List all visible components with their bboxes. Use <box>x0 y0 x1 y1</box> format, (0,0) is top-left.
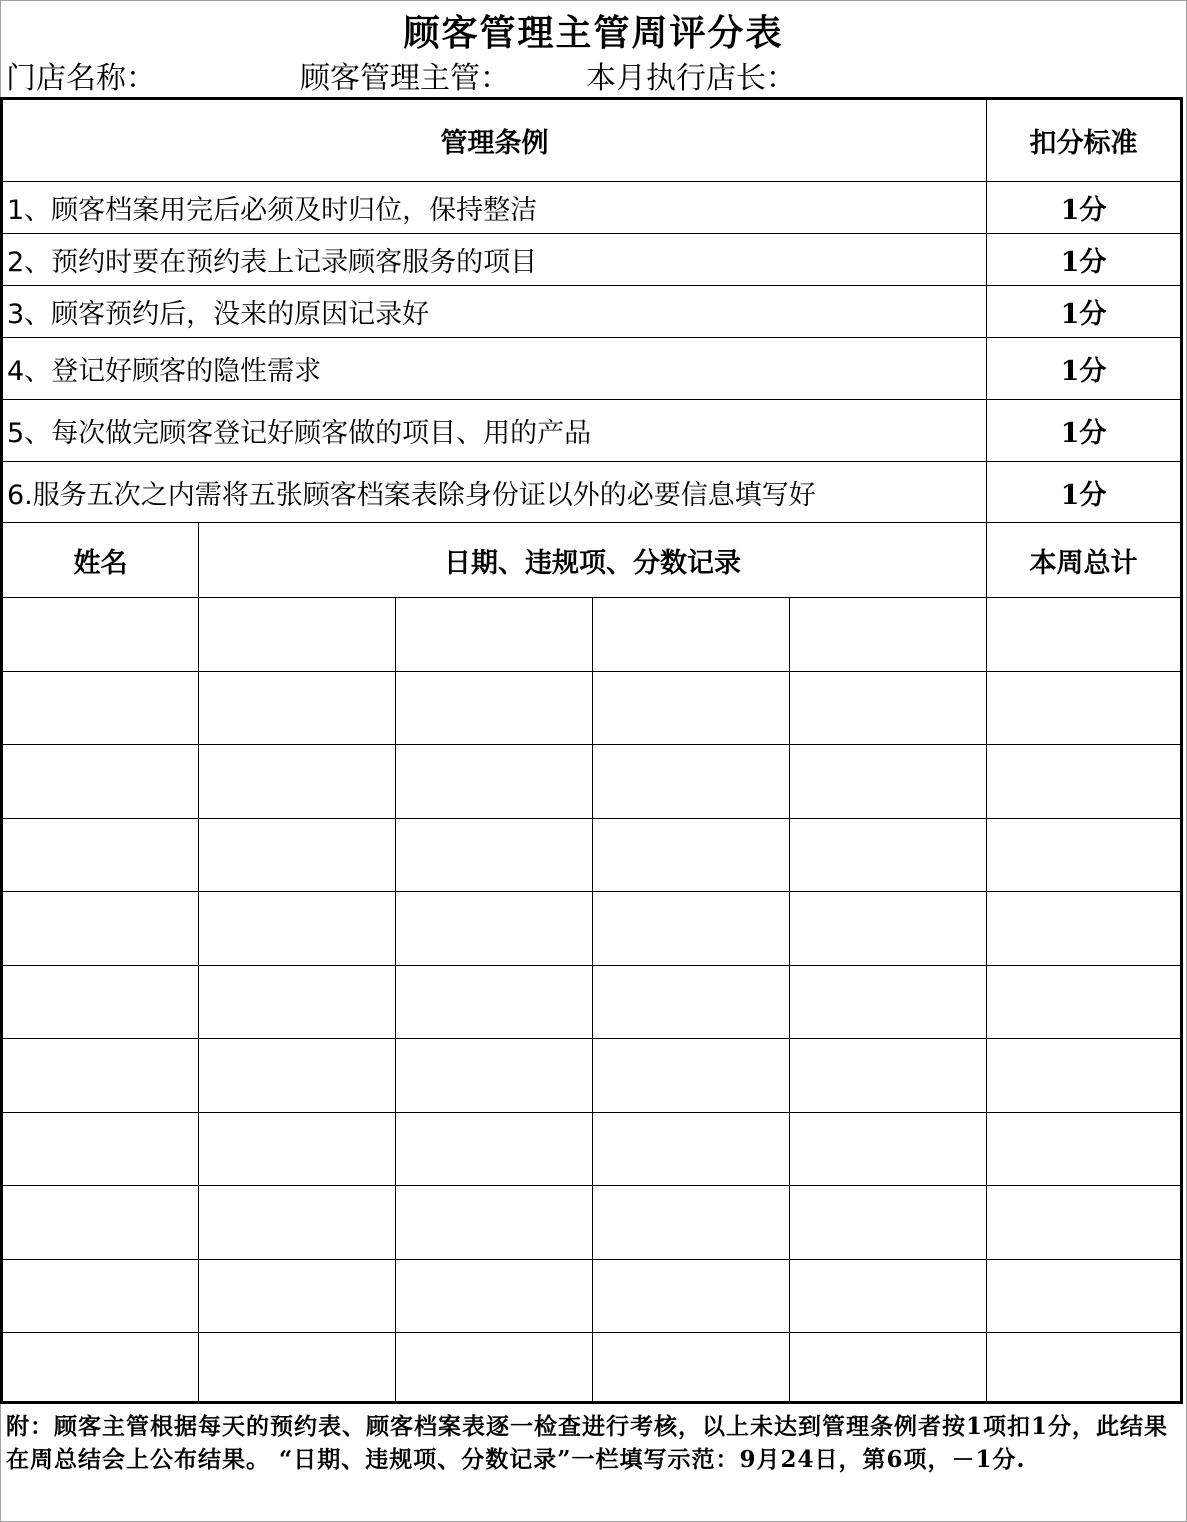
record-cell[interactable] <box>2 598 199 672</box>
record-header: 日期、违规项、分数记录 <box>199 523 987 598</box>
rule-points: 1分 <box>987 338 1182 400</box>
record-cell[interactable] <box>790 1112 987 1186</box>
rule-row <box>2 234 1182 286</box>
record-cell[interactable] <box>593 965 790 1039</box>
record-cell[interactable] <box>790 818 987 892</box>
record-cell[interactable] <box>790 1186 987 1260</box>
record-row <box>2 745 1182 819</box>
record-cell[interactable] <box>396 1039 593 1113</box>
record-cell[interactable] <box>790 892 987 966</box>
record-cell[interactable] <box>396 892 593 966</box>
record-cell[interactable] <box>593 1333 790 1403</box>
record-cell[interactable] <box>199 818 396 892</box>
record-cell[interactable] <box>593 818 790 892</box>
record-cell[interactable] <box>2 671 199 745</box>
record-cell[interactable] <box>593 598 790 672</box>
record-cell[interactable] <box>2 1039 199 1113</box>
record-cell[interactable] <box>199 598 396 672</box>
record-cell[interactable] <box>199 1186 396 1260</box>
record-cell[interactable] <box>987 671 1182 745</box>
record-cell[interactable] <box>2 1112 199 1186</box>
record-cell[interactable] <box>593 671 790 745</box>
name-header: 姓名 <box>2 523 199 598</box>
record-cell[interactable] <box>199 1039 396 1113</box>
total-header: 本周总计 <box>987 523 1182 598</box>
record-cell[interactable] <box>396 1333 593 1403</box>
record-cell[interactable] <box>396 745 593 819</box>
record-cell[interactable] <box>790 1039 987 1113</box>
record-row <box>2 1039 1182 1113</box>
rule-row <box>2 182 1182 234</box>
rule-points: 1分 <box>987 182 1182 234</box>
rule-text: 5、每次做完顾客登记好顾客做的项目、用的产品 <box>2 400 987 462</box>
record-cell[interactable] <box>593 745 790 819</box>
record-cell[interactable] <box>593 1039 790 1113</box>
rules-header-row <box>2 99 1182 182</box>
rule-text: 6.服务五次之内需将五张顾客档案表除身份证以外的必要信息填写好 <box>2 462 987 523</box>
record-row <box>2 598 1182 672</box>
record-cell[interactable] <box>987 1259 1182 1333</box>
clause-header: 管理条例 <box>2 99 987 182</box>
record-cell[interactable] <box>790 1259 987 1333</box>
record-row <box>2 1186 1182 1260</box>
rule-points: 1分 <box>987 286 1182 338</box>
rule-points: 1分 <box>987 462 1182 523</box>
rule-row <box>2 286 1182 338</box>
record-cell[interactable] <box>396 1186 593 1260</box>
record-cell[interactable] <box>987 598 1182 672</box>
record-cell[interactable] <box>199 1112 396 1186</box>
record-cell[interactable] <box>199 892 396 966</box>
record-cell[interactable] <box>2 1333 199 1403</box>
record-cell[interactable] <box>987 1186 1182 1260</box>
score-table <box>0 97 1183 1404</box>
record-cell[interactable] <box>987 745 1182 819</box>
record-cell[interactable] <box>396 1259 593 1333</box>
record-cell[interactable] <box>593 1112 790 1186</box>
record-cell[interactable] <box>199 1333 396 1403</box>
record-row <box>2 1259 1182 1333</box>
record-cell[interactable] <box>199 965 396 1039</box>
record-cell[interactable] <box>396 671 593 745</box>
record-cell[interactable] <box>593 1259 790 1333</box>
record-cell[interactable] <box>593 1186 790 1260</box>
record-row <box>2 1112 1182 1186</box>
record-cell[interactable] <box>987 1112 1182 1186</box>
record-cell[interactable] <box>396 965 593 1039</box>
record-cell[interactable] <box>199 1259 396 1333</box>
record-row <box>2 1333 1182 1403</box>
rule-text: 4、登记好顾客的隐性需求 <box>2 338 987 400</box>
record-cell[interactable] <box>396 1112 593 1186</box>
record-cell[interactable] <box>2 1186 199 1260</box>
rule-text: 1、顾客档案用完后必须及时归位，保持整洁 <box>2 182 987 234</box>
record-cell[interactable] <box>790 1333 987 1403</box>
rule-text: 3、顾客预约后，没来的原因记录好 <box>2 286 987 338</box>
rule-row <box>2 338 1182 400</box>
record-cell[interactable] <box>2 892 199 966</box>
record-rows <box>2 598 1182 1403</box>
rule-points: 1分 <box>987 234 1182 286</box>
record-row <box>2 965 1182 1039</box>
record-row <box>2 892 1182 966</box>
record-cell[interactable] <box>790 671 987 745</box>
record-row <box>2 671 1182 745</box>
record-cell[interactable] <box>396 818 593 892</box>
deduction-header: 扣分标准 <box>987 99 1182 182</box>
rule-row <box>2 400 1182 462</box>
record-cell[interactable] <box>790 965 987 1039</box>
footnote: 附：顾客主管根据每天的预约表、顾客档案表逐一检查进行考核，以上未达到管理条例者按1项扣1分，此结果在周总结会上公布结果。 “日期、违规项、分数记录”一栏填写示范：9月24日，第6项，－1分. <box>6 1413 1169 1473</box>
supervisor-label: 顾客管理主管： <box>300 61 510 96</box>
record-cell[interactable] <box>987 1039 1182 1113</box>
record-row <box>2 818 1182 892</box>
record-cell[interactable] <box>593 892 790 966</box>
record-cell[interactable] <box>396 598 593 672</box>
record-header-row <box>2 523 1182 598</box>
record-cell[interactable] <box>790 598 987 672</box>
record-cell[interactable] <box>2 1259 199 1333</box>
record-cell[interactable] <box>2 818 199 892</box>
record-cell[interactable] <box>199 671 396 745</box>
rule-text: 2、预约时要在预约表上记录顾客服务的项目 <box>2 234 987 286</box>
store-manager-label: 本月执行店长： <box>586 61 796 96</box>
record-cell[interactable] <box>199 745 396 819</box>
record-cell[interactable] <box>987 818 1182 892</box>
record-cell[interactable] <box>987 1333 1182 1403</box>
store-name-label: 门店名称： <box>6 61 156 96</box>
rule-points: 1分 <box>987 400 1182 462</box>
rule-row <box>2 462 1182 523</box>
record-cell[interactable] <box>790 745 987 819</box>
record-cell[interactable] <box>2 745 199 819</box>
record-cell[interactable] <box>2 965 199 1039</box>
record-cell[interactable] <box>987 965 1182 1039</box>
page-title: 顾客管理主管周评分表 <box>403 12 784 54</box>
record-cell[interactable] <box>987 892 1182 966</box>
